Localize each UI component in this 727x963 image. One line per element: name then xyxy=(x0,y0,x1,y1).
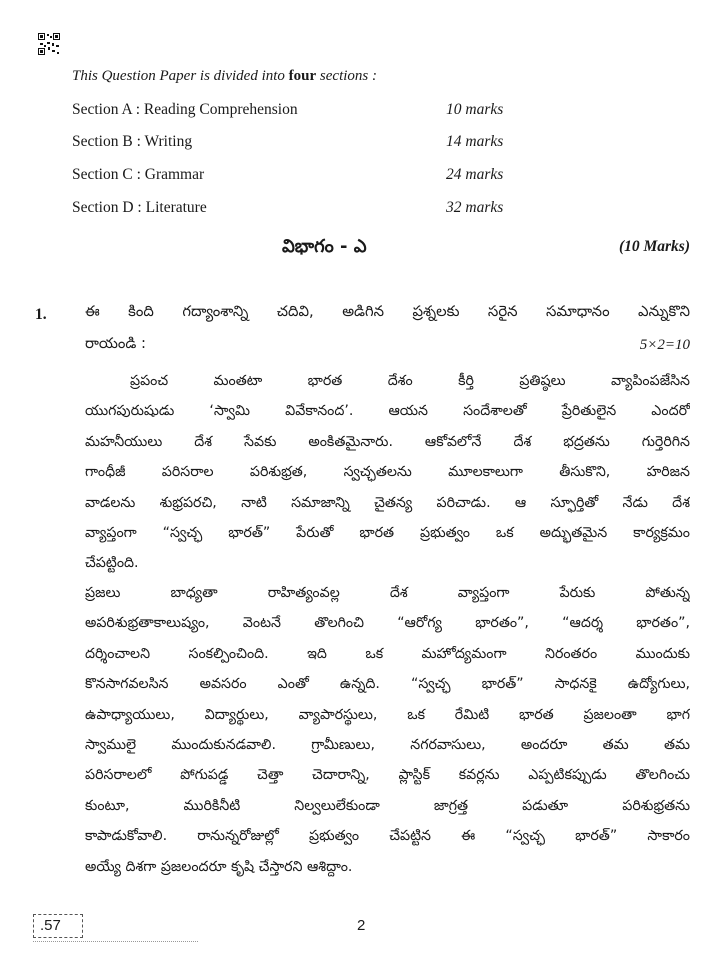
passage-line: గాంధీజీ పరిసరాల పరిశుభ్రత, స్వచ్ఛతలను మూలకాలుగా తీసుకొని, హరిజన xyxy=(85,464,690,481)
passage-paragraph-2 xyxy=(85,578,690,882)
footer-divider xyxy=(33,941,198,944)
passage-line: ప్రపంచ మంతటా భారత దేశం కీర్తి ప్రతిష్ఠలు వ్యాపింపజేసిన xyxy=(130,373,690,389)
question-text-line-2: రాయండి : xyxy=(85,335,147,352)
passage-line: వ్యాప్తంగా “స్వచ్ఛ భారత్” పేరుతో భారత ప్రభుత్వం ఒక అద్భుతమైన కార్యక్రమం xyxy=(85,524,690,541)
passage-line: చేపట్టింది. xyxy=(85,555,139,572)
intro-text: This Question Paper is divided into four sections : xyxy=(72,68,377,84)
passage-line: అపరిశుభ్రతాకాలుష్యం, వెంటనే తొలగించి “ఆరోగ్య భారతం”, “ఆదర్శ భారతం”, xyxy=(85,615,690,632)
passage-line: వాడలను శుభ్రపరచి, నాటి సమాజాన్ని చైతన్య పరిచాడు. ఆ స్ఫూర్తితో నేడు దేశ xyxy=(85,494,690,511)
passage-line: పరిసరాలలో పోగుపడ్డ చెత్తా చెదారాన్ని, ప్లాస్టిక్ కవర్లను ఎప్పటికప్పుడు తొలగించు xyxy=(85,767,690,784)
passage-line: కుంటూ, మురికినీటి నిల్వలులేకుండా జాగ్రత్త పడుతూ పరిశుభ్రతను xyxy=(85,797,690,814)
section-heading-marks: (10 Marks) xyxy=(618,238,690,255)
section-heading: విభాగం - ఎ xyxy=(282,236,367,257)
page-number: 2 xyxy=(357,917,366,934)
section-name: Section D : Literature xyxy=(72,199,207,216)
passage-line: యుగపురుషుడు ‘స్వామి వివేకానంద’. ఆయన సందేశాలతో ప్రేరితులైన ఎందరో xyxy=(85,403,690,420)
section-name: Section C : Grammar xyxy=(72,166,205,183)
section-marks: 32 marks xyxy=(446,199,504,216)
question-number: 1. xyxy=(35,306,47,323)
passage-line: దర్శించాలని సంకల్పించింది. ఇది ఒక మహోద్యమంగా నిరంతరం ముందుకు xyxy=(85,645,690,662)
passage-line: కాపాడుకోవాలి. రానున్నరోజుల్లో ప్రభుత్వం చేపట్టిన ఈ “స్వచ్ఛ భారత్” సాకారం xyxy=(85,828,690,845)
passage-line: స్వాములై ముందుకునడవాలి. గ్రామీణులు, నగరవాసులు, అందరూ తమ తమ xyxy=(85,736,690,753)
qr-code xyxy=(38,33,60,55)
passage-line: కొనసాగవలసిన అవసరం ఎంతో ఉన్నది. “స్వచ్ఛ భారత్” సాధనకై ఉద్యోగులు, xyxy=(85,676,690,693)
question-text-line-1: ఈ కింది గద్యాంశాన్ని చదివి, అడిగిన ప్రశ్నలకు సరైన సమాధానం ఎన్నుకొని xyxy=(85,303,690,320)
section-marks: 14 marks xyxy=(446,133,504,150)
section-marks: 10 marks xyxy=(446,101,504,118)
passage-line: ఉపాధ్యాయులు, విద్యార్థులు, వ్యాపారస్థులు, ఒక రేమిటి భారత ప్రజలంతా భాగ xyxy=(85,706,690,723)
section-name: Section A : Reading Comprehension xyxy=(72,101,298,118)
passage-line: అయ్యే దిశగా ప్రజలందరూ కృషి చేస్తారని ఆశిద్దాం. xyxy=(85,858,353,875)
section-name: Section B : Writing xyxy=(72,133,193,150)
question-marks: 5×2=10 xyxy=(639,337,690,353)
passage-line: మహనీయులు దేశ సేవకు అంకితమైనారు. ఆకోవలోనే దేశ భద్రతను గుర్తెరిగిన xyxy=(85,433,690,450)
passage-paragraph-1 xyxy=(85,366,690,579)
section-marks: 24 marks xyxy=(446,166,504,183)
passage-line: ప్రజలు బాధ్యతా రాహిత్యంవల్ల దేశ వ్యాప్తంగా పేరుకు పోతున్న xyxy=(85,585,690,601)
paper-code: .57 xyxy=(33,914,83,938)
